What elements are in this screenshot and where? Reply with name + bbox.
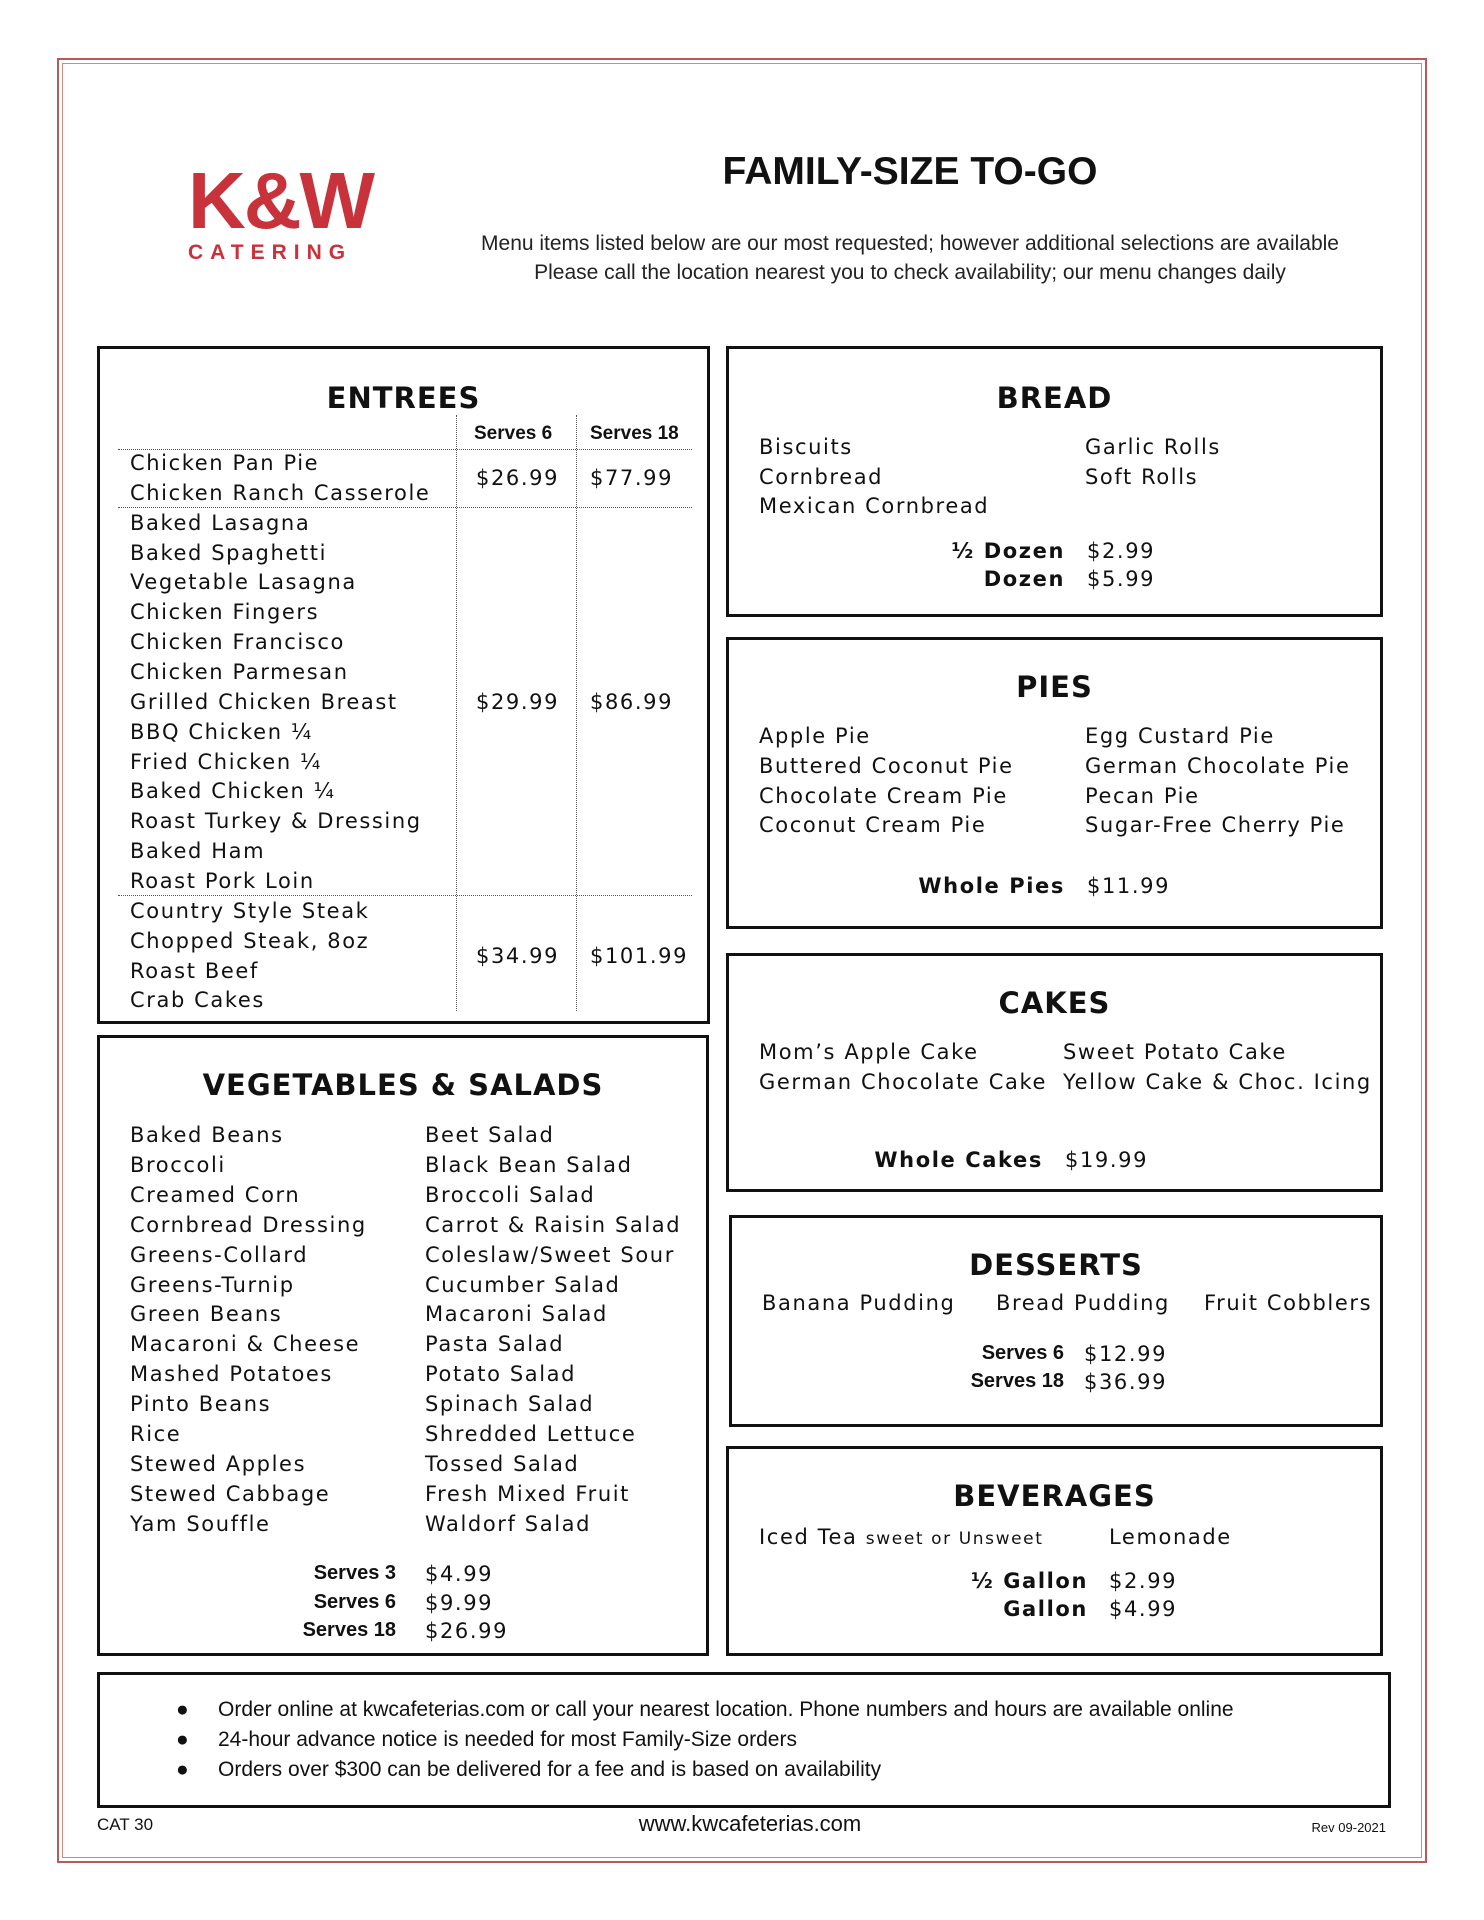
bread-price: $5.99 — [1087, 567, 1156, 591]
salad-item: Carrot & Raisin Salad — [425, 1212, 682, 1237]
dessert-serves-label: Serves 6 — [981, 1342, 1064, 1364]
pie-item: Pecan Pie — [1085, 783, 1200, 808]
entree-item: Chicken Fingers — [130, 600, 320, 625]
salad-item: Potato Salad — [425, 1362, 577, 1387]
vegetable-item: Yam Souffle — [130, 1511, 271, 1536]
entree-item: BBQ Chicken ¼ — [130, 719, 313, 744]
pies-price-label: Whole Pies — [918, 874, 1065, 898]
bread-item: Cornbread — [759, 464, 884, 489]
entree-item: Chicken Parmesan — [130, 660, 349, 684]
desserts-box — [729, 1215, 1383, 1427]
salad-item: Waldorf Salad — [425, 1511, 592, 1536]
pies-price: $11.99 — [1087, 874, 1171, 898]
dessert-price: $36.99 — [1084, 1370, 1168, 1394]
entree-item: Roast Pork Loin — [130, 868, 315, 893]
salad-item: Cucumber Salad — [425, 1272, 621, 1297]
dessert-serves-label: Serves 18 — [970, 1370, 1064, 1392]
vegetables-serves-label: Serves 3 — [313, 1562, 396, 1584]
entree-price-serves-18: $101.99 — [590, 943, 689, 968]
entree-item: Baked Ham — [130, 839, 266, 864]
vegetables-price: $26.99 — [425, 1619, 509, 1643]
footer-code: CAT 30 — [97, 1815, 154, 1834]
entrees-heading: ENTREES — [326, 381, 481, 415]
cakes-box — [726, 953, 1383, 1192]
footer-revision: Rev 09-2021 — [1311, 1820, 1386, 1835]
beverage-qty-label: ½ Gallon — [970, 1569, 1088, 1593]
beverage-price: $2.99 — [1109, 1569, 1178, 1593]
entree-price-serves-6: $29.99 — [476, 689, 560, 714]
pie-item: Chocolate Cream Pie — [759, 783, 1008, 808]
beverage-price: $4.99 — [1109, 1597, 1178, 1621]
vegetable-item: Baked Beans — [130, 1123, 284, 1147]
footer-website-link[interactable]: www.kwcafeterias.com — [638, 1811, 862, 1836]
vegetable-item: Broccoli — [130, 1152, 226, 1177]
cakes-heading: CAKES — [998, 986, 1111, 1020]
entree-item: Chopped Steak, 8oz — [130, 928, 370, 953]
vegetables-serves-label: Serves 6 — [313, 1590, 396, 1613]
salad-item: Tossed Salad — [425, 1451, 580, 1476]
vegetables-box — [97, 1035, 709, 1656]
pie-item: Coconut Cream Pie — [759, 813, 987, 838]
entree-item: Vegetable Lasagna — [130, 570, 357, 595]
entree-item: Chicken Pan Pie — [130, 451, 320, 475]
cakes-price: $19.99 — [1065, 1148, 1149, 1172]
pies-box — [726, 637, 1383, 929]
salad-item: Spinach Salad — [425, 1392, 595, 1417]
entrees-box — [97, 346, 710, 1024]
vegetable-item: Pinto Beans — [130, 1392, 272, 1417]
entrees-col-serves-6: Serves 6 — [474, 423, 553, 444]
salad-item: Fresh Mixed Fruit — [425, 1481, 630, 1506]
beverages-heading: BEVERAGES — [953, 1479, 1156, 1513]
vegetable-item: Cornbread Dressing — [130, 1212, 367, 1237]
logo-mark: K&W — [188, 156, 374, 245]
salad-item: Beet Salad — [425, 1123, 555, 1147]
beverage-item-lemonade: Lemonade — [1109, 1525, 1232, 1549]
bread-item: Soft Rolls — [1085, 464, 1199, 489]
entree-item: Roast Beef — [130, 958, 259, 983]
vegetable-item: Greens-Collard — [130, 1242, 309, 1267]
beverages-box — [726, 1446, 1383, 1656]
beverage-qty-label: Gallon — [1003, 1597, 1088, 1621]
salad-item: Shredded Lettuce — [425, 1422, 637, 1446]
bread-qty-label: ½ Dozen — [951, 539, 1065, 563]
beverage-iced-tea-note: sweet or Unsweet — [865, 1529, 1044, 1549]
entree-item: Baked Spaghetti — [130, 540, 328, 565]
pie-item: Sugar-Free Cherry Pie — [1085, 813, 1346, 838]
entree-item: Baked Chicken ¼ — [130, 779, 336, 804]
entree-item: Baked Lasagna — [130, 510, 311, 535]
vegetable-item: Stewed Cabbage — [130, 1481, 331, 1506]
desserts-heading: DESSERTS — [969, 1248, 1143, 1282]
entree-price-serves-6: $34.99 — [476, 943, 560, 968]
note-item: ● 24-hour advance notice is needed for most Family-Size orders — [176, 1728, 797, 1751]
salad-item: Broccoli Salad — [425, 1182, 596, 1207]
dessert-item: Banana Pudding — [762, 1291, 956, 1315]
vegetable-item: Rice — [130, 1422, 182, 1446]
pie-item: Egg Custard Pie — [1085, 724, 1275, 748]
cake-item: German Chocolate Cake — [759, 1069, 1047, 1094]
bread-item: Biscuits — [759, 435, 853, 459]
bread-heading: BREAD — [996, 381, 1113, 415]
salad-item: Pasta Salad — [425, 1332, 565, 1357]
bread-item: Mexican Cornbread — [759, 494, 990, 518]
vegetable-item: Green Beans — [130, 1302, 283, 1327]
entree-price-serves-18: $77.99 — [590, 465, 674, 490]
pie-item: German Chocolate Pie — [1085, 753, 1351, 778]
header-line-1: Menu items listed below are our most requested; however additional selections are available — [481, 232, 1339, 255]
vegetable-item: Creamed Corn — [130, 1182, 301, 1207]
pie-item: Apple Pie — [759, 724, 871, 748]
logo-subtitle: CATERING — [188, 241, 353, 264]
note-item: ● Order online at kwcafeterias.com or call your nearest location. Phone numbers and hours are available online — [176, 1698, 1234, 1721]
vegetables-price: $4.99 — [425, 1562, 494, 1586]
note-item: ● Orders over $300 can be delivered for a fee and is based on availability — [176, 1758, 882, 1781]
entree-item: Chicken Francisco — [130, 630, 345, 655]
beverage-iced-tea-label: Iced Tea — [759, 1525, 858, 1549]
page-title: FAMILY-SIZE TO-GO — [722, 150, 1098, 193]
cakes-price-label: Whole Cakes — [874, 1148, 1043, 1172]
entree-item: Fried Chicken ¼ — [130, 749, 322, 774]
bread-price: $2.99 — [1087, 539, 1156, 563]
entree-item: Chicken Ranch Casserole — [130, 480, 431, 505]
bread-qty-label: Dozen — [983, 567, 1065, 591]
cake-item: Sweet Potato Cake — [1063, 1040, 1287, 1064]
header-line-2: Please call the location nearest you to check availability; our menu changes daily — [534, 261, 1286, 284]
entrees-col-serves-18: Serves 18 — [590, 423, 679, 444]
vegetables-serves-label: Serves 18 — [302, 1619, 396, 1641]
kw-catering-logo — [188, 155, 374, 265]
vegetable-item: Macaroni & Cheese — [130, 1332, 361, 1357]
salad-item: Black Bean Salad — [425, 1152, 633, 1177]
salad-item: Macaroni Salad — [425, 1302, 608, 1327]
entree-item: Roast Turkey & Dressing — [130, 809, 422, 834]
vegetable-item: Stewed Apples — [130, 1451, 307, 1476]
dessert-price: $12.99 — [1084, 1342, 1168, 1366]
salad-item: Coleslaw/Sweet Sour — [425, 1242, 675, 1267]
entree-item: Grilled Chicken Breast — [130, 689, 398, 714]
pie-item: Buttered Coconut Pie — [759, 753, 1014, 778]
vegetables-price: $9.99 — [425, 1590, 494, 1615]
entree-price-serves-18: $86.99 — [590, 689, 674, 714]
bread-box — [726, 346, 1383, 617]
entree-item: Country Style Steak — [130, 898, 370, 923]
vegetables-heading: VEGETABLES & SALADS — [202, 1068, 604, 1102]
entree-item: Crab Cakes — [130, 988, 265, 1013]
entree-price-serves-6: $26.99 — [476, 465, 560, 490]
bread-item: Garlic Rolls — [1085, 435, 1221, 459]
dessert-item: Bread Pudding — [996, 1291, 1170, 1315]
vegetable-item: Mashed Potatoes — [130, 1362, 333, 1387]
dessert-item: Fruit Cobblers — [1204, 1291, 1373, 1315]
beverage-item-iced-tea — [759, 1525, 1044, 1549]
vegetable-item: Greens-Turnip — [130, 1272, 295, 1297]
cake-item: Mom’s Apple Cake — [759, 1040, 979, 1064]
pies-heading: PIES — [1016, 670, 1093, 704]
cake-item: Yellow Cake & Choc. Icing — [1063, 1069, 1372, 1094]
